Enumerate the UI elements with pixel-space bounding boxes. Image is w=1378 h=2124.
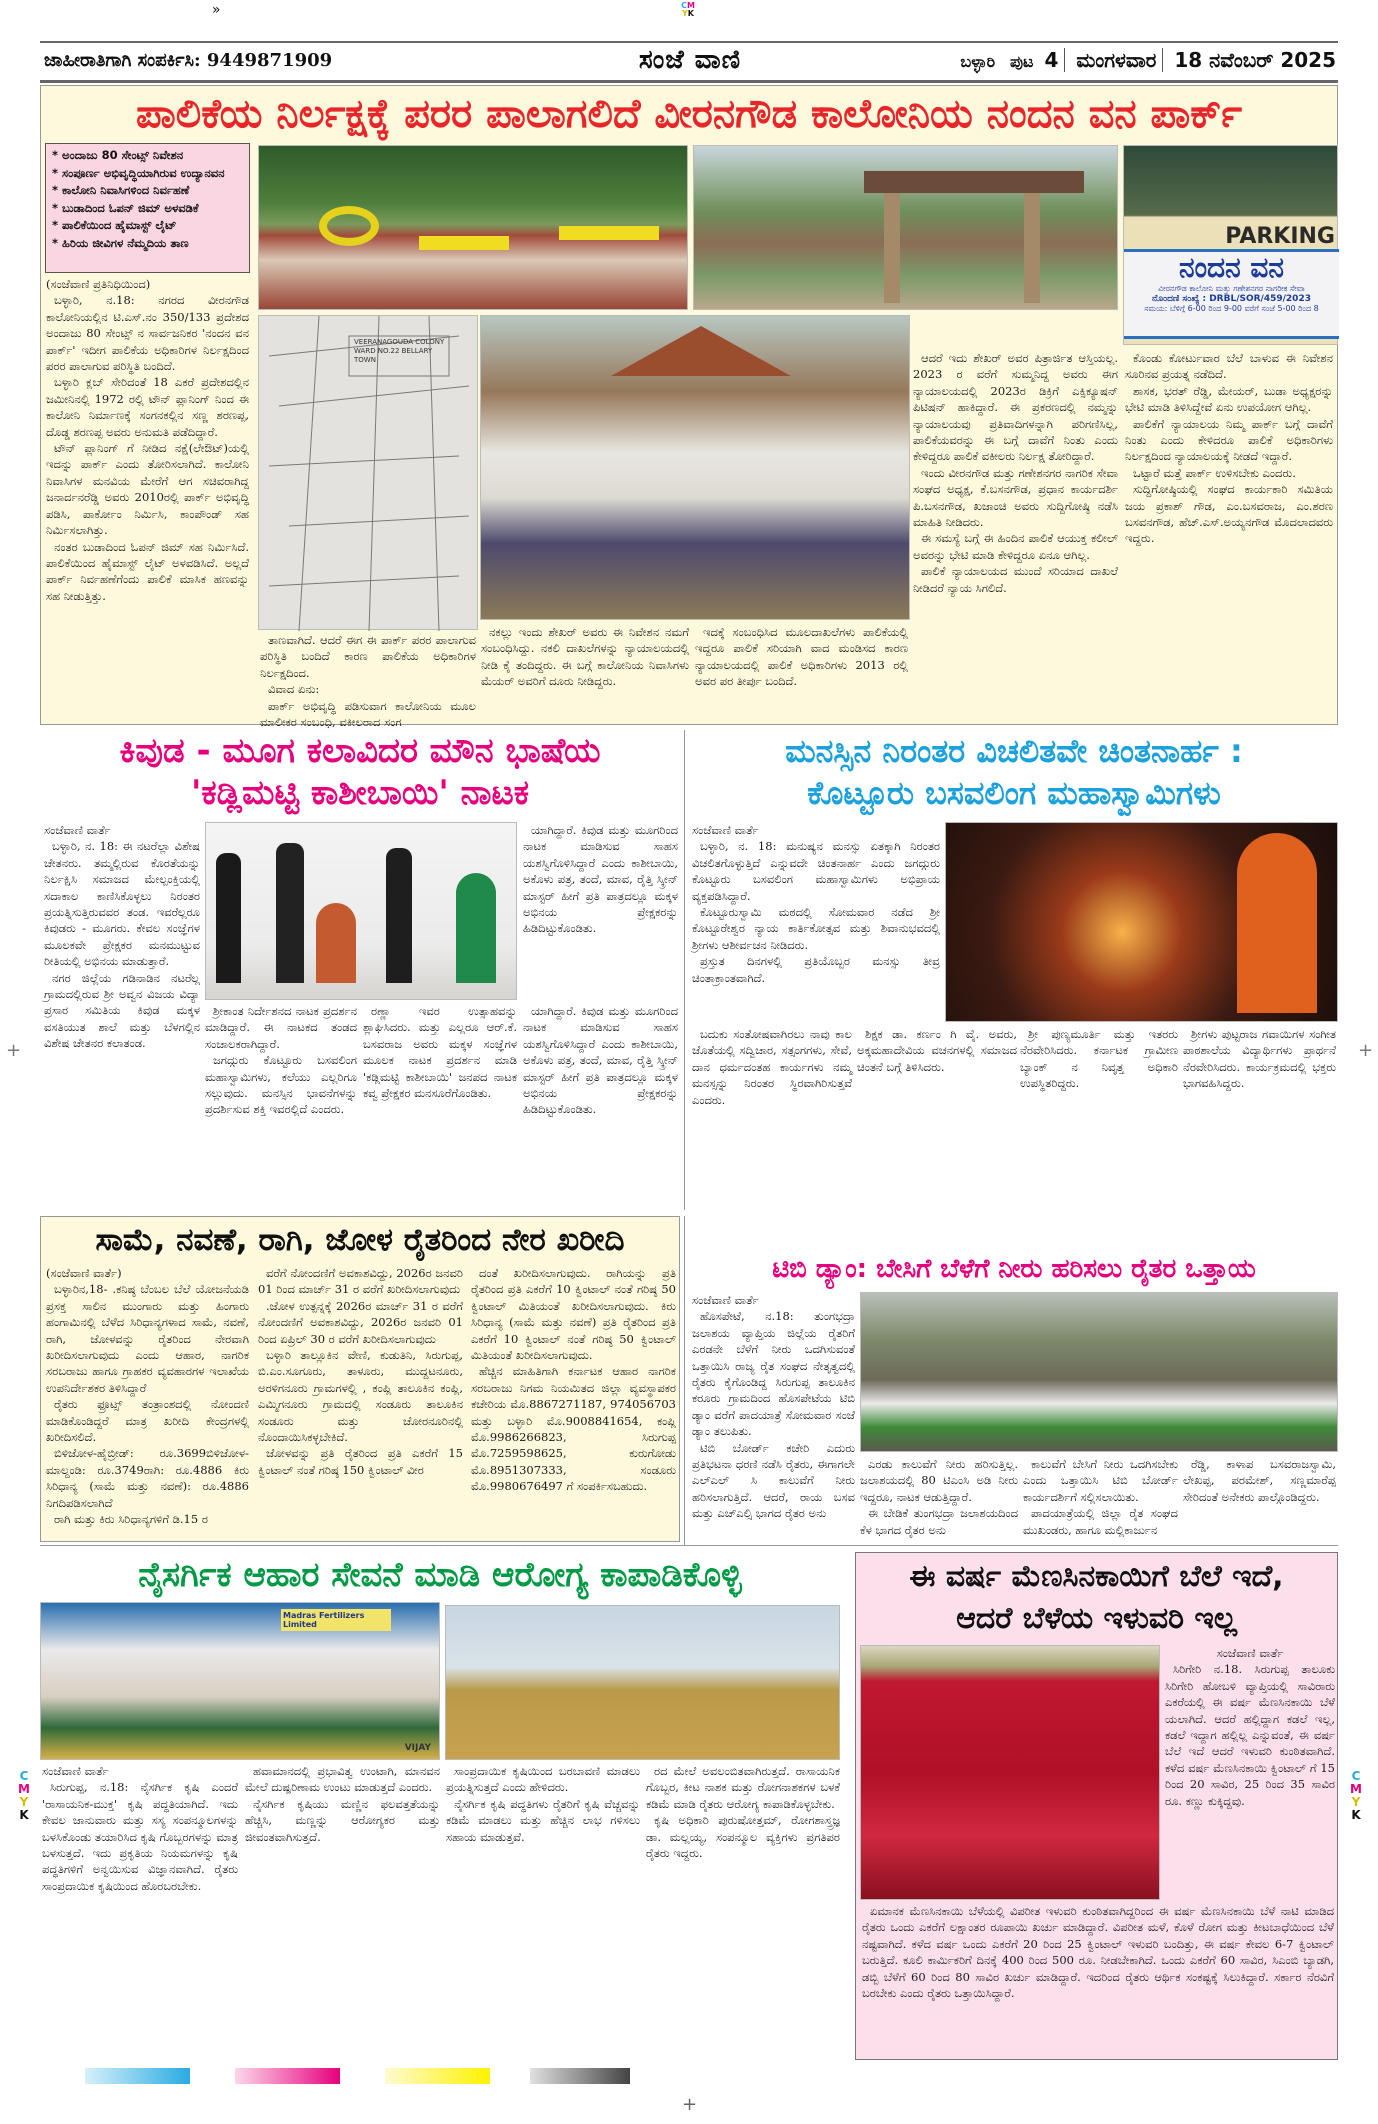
cmyk-m: M: [686, 1, 695, 10]
page-label: ಪುಟ: [1009, 52, 1034, 71]
swami-headline-1: ಮನಸ್ಸಿನ ನಿರಂತರ ವಿಚಲಿತವೇ ಚಿಂತನಾರ್ಹ :: [785, 732, 1243, 770]
cmyk-c: C: [681, 1, 687, 10]
park-col-6: ಕೊಂಡು ಕೋರ್ಟುವಾರ ಬೆಲೆ ಬಾಳುವ ಈ ನಿವೇಶನ ಸೂರಿನವ ಪ್ರಯತ್ನ ನಡೆದಿದೆ. ಶಾಸಕ, ಭರತ್ ರೆಡ್ಡಿ, ಮೇಯರ್, ಬುಡಾ ಅಧ್ಯಕ್ಷರನ್ನು ಭೇಟಿ ಮಾಡಿ ತಿಳಿಸಿದ್ದೇವೆ ಏನು ಉಪಯೋಗ ಆಗಿಲ್ಲ. ಪಾಲಿಕೆಗೆ ನ್ಯಾಯಾಲಯ ನಿಮ್ಮ ಪಾರ್ಕ್ ಬಗ್ಗೆ ದಾವೆಗೆ ನಿಂತು ಎಂದು ಕೇಳಿದರೂ ಪಾಲಿಕೆ ಅಧಿಕಾರಿಗಳು ನಿರ್ಲಕ್ಷದಿಂದ ನ್ಯಾಯಾಲಯಕ್ಕೆ ನೀಡದೆ ಇದ್ದಾರೆ. ಒಟ್ಟಾರೆ ಮತ್ತೆ ಪಾರ್ಕ್ ಉಳಿಸಬೇಕು ಎಂದರು. ಸುದ್ದಿಗೋಷ್ಠಿಯಲ್ಲಿ ಸಂಘದ ಕಾರ್ಯಕಾರಿ ಸಮಿತಿಯ ಜಯ ಪ್ರಕಾಶ್ ಗೌಡ, ಎಂ.ಬಸವರಾಜ, ಎಂ.ಶರಣ ಬಸವನಗೌಡ, ಹೆಚ್.ಎಸ್.ಅಯ್ಯನಗೌಡ ಮೊದಲಾದವರು ಇದ್ದರು.: [1125, 351, 1333, 546]
drama-headline-2: 'ಕಡ್ಲಿಮಟ್ಟಿ ಕಾಶೀಬಾಯಿ' ನಾಟಕ: [190, 773, 530, 813]
tbdam-col-3: ಕಾಲುವೆಗೆ ಬೇಸಿಗೆ ನೀರು ಒದಗಿಸಬೇಕು ಎಂದು ಒತ್ತಾಯಿಸಿ ಟಿಬಿ ಬೋರ್ಡ್ ಕಾರ್ಯದರ್ಶಿಗೆ ಸಲ್ಲಿಸಲಾಯಿತು. ಪಾದಯಾತ್ರೆಯಲ್ಲಿ ಜಿಲ್ಲಾ ರೈತ ಸಂಘದ ಮುಖಂಡರು, ಹಾಗೂ ಮಲ್ಲಿಕಾರ್ಜುನ: [1023, 1457, 1178, 1537]
cmyk-mark: [678, 2, 698, 18]
chilli-col-1: ಸಂಜೆವಾಣಿ ವಾರ್ತೆ ಸಿರಿಗೇರಿ ನ.18. ಸಿರುಗುಪ್ಪ ತಾಲೂಕು ಸಿರಿಗೇರಿ ಹೋಬಳಿ ವ್ಯಾಪ್ತಿಯಲ್ಲಿ ಸಾವಿರಾರು ಎಕರೆಯಲ್ಲಿ ಈ ವರ್ಷ ಮೆಣಸಿನಕಾಯಿ ಬೆಳೆ ಯಲಾಗಿದೆ. ಆದರೆ ಹಲ್ಲಿದ್ದಾಗ ಕಡಲೆ ಇಲ್ಲ, ಕಡಲೆ ಇದ್ದಾಗ ಹಲ್ಲಿಲ್ಲ ಎನ್ನುವಂತೆ, ಈ ವರ್ಷ ಬೆಲೆ ಇದೆ ಆದರೆ ಇಳುವರಿ ಕುಂಠಿತವಾಗಿದೆ. ಕಳೆದ ವರ್ಷ ಮೆಣಸಿನಕಾಯಿ ಕ್ವಿಂಟಾಲ್ ಗೆ 15 ರಿಂದ 20 ಸಾವಿರ, 25 ರಿಂದ 35 ಸಾವಿರ ರೂ. ಕಣ್ಣು ಕುಕ್ಕಿದ್ದವು.: [1165, 1646, 1335, 1808]
drama-headline-1: ಕಿವುಡ - ಮೂಗ ಕಲಾವಿದರ ಮೌನ ಭಾಷೆಯ: [119, 731, 601, 771]
actor-figure: [216, 853, 241, 983]
drama-col-1: ಸಂಜೆವಾಣಿ ವಾರ್ತೆ ಬಳ್ಳಾರಿ, ನ. 18: ಈ ನಟರೆಲ್ಲಾ ವಿಶೇಷ ಚೇತನರು. ತಮ್ಮಲ್ಲಿರುವ ಕೊರತೆಯನ್ನು ನಿರ್ಲಕ್ಷಿಸಿ ಸಮಾಜದ ಮೇಲ್ಪಂಕ್ತಿಯಲ್ಲಿ ಸದಾಕಾಲ ಕಾಣಿಸಿಕೊಳ್ಳಲು ನಿರಂತರ ಪ್ರಯತ್ನಿಸುತ್ತಿರುವವರ ತಂಡ. ಇವರೆಲ್ಲರೂ ಕಿವುಡರು - ಮೂಗರು. ಕೇವಲ ಸಂಜ್ಞೆಗಳ ಮೂಲಕವೇ ಪ್ರೇಕ್ಷಕರ ಮನಮುಟ್ಟುವ ರೀತಿಯಲ್ಲಿ ಅಭಿನಯ ಮಾಡುತ್ತಾರೆ. ನಗರ ಜಿಲ್ಲೆಯ ಗಡಿನಾಡಿನ ನಟರೆಲ್ಲ ಗ್ರಾಮದಲ್ಲಿರುವ ಶ್ರೀ ಅವ್ವನ ವಿಜಯ ವಿದ್ಯಾ ಪ್ರಸಾರ ಸಮಿತಿಯ ಕಿವುಡ ಮಕ್ಕಳ ವಸತಿಯುತ ಶಾಲೆ ಮತ್ತು ಬೆಳಗಲ್ಲಿನ ವಿಶೇಷ ಚೇತನರ ಕಲಾತಂಡ.: [44, 823, 200, 1051]
highlight: * ಹಿರಿಯ ಜೀವಿಗಳ ನೆಮ್ಮದಿಯ ತಾಣ: [52, 235, 189, 250]
cmyk-y: Y: [682, 9, 688, 18]
swami-col-5: ಶ್ರೀಗಳು ಪುಟ್ಟರಾಜ ಗವಾಯಿಗಳ ಸಂಗೀತ ಪಾಠಶಾಲೆಯ ವಿದ್ಯಾರ್ಥಿಗಳು ಪ್ರಾರ್ಥನೆ ನೆರವೇರಿಸಿದರು. ಕಾರ್ಯಕ್ರಮದಲ್ಲಿ ಭಕ್ತರು ಭಾಗವಹಿಸಿದ್ದರು.: [1183, 1027, 1336, 1091]
vijay-poster-text: VIJAY: [404, 1743, 431, 1753]
swami-figure: [1237, 833, 1317, 1013]
side-cmyk-right: C M Y K: [1350, 1769, 1362, 1822]
park-headline: ಪಾಲಿಕೆಯ ನಿರ್ಲಕ್ಷಕ್ಕೆ ಪರರ ಪಾಲಾಗಲಿದೆ ವೀರನಗೌಡ ಕಾಲೋನಿಯ ನಂದನ ವನ ಪಾರ್ಕ್: [136, 91, 1242, 137]
yellow-color-bar: [385, 2068, 490, 2084]
park-col-5: ಆದರೆ ಇದು ಶೇಖರ್ ಅವರ ಪಿತ್ರಾರ್ಜಿತ ಆಸ್ತಿಯಲ್ಲ. 2023 ರ ವರೆಗೆ ಸುಮ್ಮನಿದ್ದ ಅವರು ಈಗ ನ್ಯಾಯಾಲಯದಲ್ಲಿ 2023ರ ಡಿಕ್ರಿಗೆ ಎಕ್ಸಿಕ್ಯೂಷನ್ ಪಿಟಿಷನ್ ಹಾಕಿದ್ದಾರೆ. ಈ ಪ್ರಕರಣದಲ್ಲಿ ನಮ್ಮನ್ನು ನ್ಯಾಯಾಲಯವು ಪ್ರತಿವಾದಿಗಳನ್ನಾಗಿ ಪರಿಗಣಿಸಿಲ್ಲ, ಪಾಲಿಕೆಯವರನ್ನು ಈ ಬಗ್ಗೆ ದಾವೆಗೆ ನಿಂತು ಎಂದು ಕೇಳಿದ್ದರೂ ಪಾಲಿಕೆ ವಕೀಲರು ನಿರ್ಲಕ್ಷ ತೋರಿದ್ದಾರೆ. ಇಂದು ವೀರನಗೌಡ ಮತ್ತು ಗಣೇಶನಗರ ನಾಗರಿಕ ಸೇವಾ ಸಂಘದ ಅಧ್ಯಕ್ಷ, ಕೆ.ಬಸನಗೌಡ, ಪ್ರಧಾನ ಕಾರ್ಯದರ್ಶಿ ಪಿ.ಬಸನಗೌಡ, ಖಜಾಂಚಿ ಅವರು ಸುದ್ದಿಗೋಷ್ಠಿ ನಡೆಸಿ ಮಾಹಿತಿ ನೀಡಿದರು. ಈ ಸಮಸ್ಯೆ ಬಗ್ಗೆ ಈ ಹಿಂದಿನ ಪಾಲಿಕೆ ಆಯುಕ್ತ ಕಲೀಲ್ ಅವರನ್ನು ಭೇಟಿ ಮಾಡಿ ಕೇಳಿದ್ದರೂ ಏನೂ ಆಗಿಲ್ಲ. ಪಾಲಿಕೆ ನ್ಯಾಯಾಲಯದ ಮುಂದೆ ಸರಿಯಾದ ದಾಖಲೆ ನೀಡಿದರೆ ನ್ಯಾಯ ಸಿಗಲಿದೆ.: [913, 351, 1118, 595]
chilli-headline-1: ಈ ವರ್ಷ ಮೆಣಸಿನಕಾಯಿಗೆ ಬೆಲೆ ಇದೆ,: [909, 1559, 1284, 1594]
park-col-1: (ಸಂಜೆವಾಣಿ ಪ್ರತಿನಿಧಿಯಿಂದ) ಬಳ್ಳಾರಿ, ನ.18: ನಗರದ ವೀರನಗೌಡ ಕಾಲೋನಿಯಲ್ಲಿನ ಟಿ.ಎಸ್.ನಂ 350/133 ಪ್ರದೇಶದ ಅಂದಾಜು 80 ಸೇಂಟ್ಸ್ ನ ಸಾರ್ವಜನಿಕರ 'ನಂದನ ವನ ಪಾರ್ಕ್' ಇದೀಗ ಪಾಲಿಕೆಯ ಅಧಿಕಾರಿಗಳ ನಿರ್ಲಕ್ಷದಿಂದ ಪರರ ಪಾಲಾಗುವ ಪರಿಸ್ಥಿತಿ ಬಂದಿದೆ. ಬಳ್ಳಾರಿ ಕ್ಲಬ್ ಸೇರಿದಂತೆ 18 ಎಕರೆ ಪ್ರದೇಶದಲ್ಲಿನ ಜಮೀನಿನಲ್ಲಿ 1972 ರಲ್ಲಿ ಟೌನ್ ಪ್ಲಾನಿಂಗ್ ನಿಂದ ಈ ಕಾಲೋನಿ ನಿರ್ಮಾಣಕ್ಕೆ ಸಂಗನಕಲ್ಲಿನ ಸಣ್ಣ ಶರಣಪ್ಪ, ದೊಡ್ಡ ಶರಣಪ್ಪ ಅವರು ಅನುಮತಿ ಪಡೆದಿದ್ದಾರೆ. ಟೌನ್ ಪ್ಲಾನಿಂಗ್ ಗೆ ನೀಡಿದ ನಕ್ಷೆ(ಲೇಔಟ್)ಯಲ್ಲಿ ಇದನ್ನು ಪಾರ್ಕ್ ಎಂದು ತೋರಿಸಲಾಗಿದೆ. ಕಾಲೋನಿ ನಿವಾಸಿಗಳ ಮನವಿಯ ಮೇರೆಗೆ ಆಗ ಸಚಿವರಾಗಿದ್ದ ಜನಾರ್ದನರೆಡ್ಡಿ ಅವರು 2010ರಲ್ಲಿ ಪಾರ್ಕ್ ಅಭಿವೃದ್ಧಿ ಪಡಿಸಿ, ಪಾರ್ಕೋಂ ನಿರ್ಮಿಸಿ, ಕಾಂಪೌಂಡ್ ಸಹ ನಿರ್ಮಿಸಲಾಗಿತ್ತು. ನಂತರ ಬುಡಾದಿಂದ ಓಪನ್ ಜಿಮ್ ಸಹ ನಿರ್ಮಿಸಿದೆ. ಪಾಲಿಕೆಯಿಂದ ಹೈಮಾಸ್ಟ್ ಲೈಟ್ ಅಳವಡಿಸಿದೆ. ಅಲ್ಲದೆ ಪಾರ್ಕ್ ನಿರ್ವಹಣೆಗೆಂದು ಪಾಲಿಕೆ ಮಾಸಿಕ ಹಣವನ್ನು ಸಹ ನೀಡುತ್ತಿತ್ತು.: [46, 277, 249, 603]
press-meet-photo: [480, 315, 910, 620]
side-crosshair-left: +: [6, 1040, 22, 1061]
swami-col-3: ಶಿಕ್ಷಕ ಡಾ. ಕರ್ಣಂ ಗಿ ವೈ. ಅವರು, ಅಕ್ಕಮಹಾದೇವಿಯ ವಚನಗಳಲ್ಲಿ ಸಮಾಜದ ಚಿಂತನೆ ಬಗ್ಗೆ ತಿಳಿಸಿದರು.: [857, 1027, 1017, 1074]
paddy-field-photo: [445, 1605, 840, 1760]
masthead-rule: [40, 80, 1338, 83]
gym-equipment-shape: [559, 226, 659, 240]
page-arrow: »: [212, 2, 221, 18]
natural-col-1: ಸಂಜೆವಾಣಿ ವಾರ್ತೆ ಸಿರುಗುಪ್ಪ, ನ.18: ನೈಸರ್ಗಿಕ ಕೃಷಿ ಎಂದರೆ 'ರಾಸಾಯನಿಕ-ಮುಕ್ತ' ಕೃಷಿ ಪದ್ಧತಿಯಾಗಿದೆ. ಇದು ಕೇವಲ ಜಾನುವಾರು ಮತ್ತು ಸಸ್ಯ ಸಂಪನ್ಮೂಲಗಳನ್ನು ಬಳಸಿಕೊಂಡು ತಯಾರಿಸಿದ ಕೃಷಿ ಗೊಬ್ಬರಗಳನ್ನು ಮಾತ್ರ ಬಳಸುತ್ತದೆ. ಇದು ಪ್ರಕೃತಿಯ ನಿಯಮಗಳನ್ನು ಕೃಷಿ ಪದ್ಧತಿಗಳಿಗೆ ಅನ್ವಯಿಸುವ ವಿಜ್ಞಾನವಾಗಿದೆ. ರೈತರು ಸಾಂಪ್ರದಾಯಿಕ ಕೃಷಿಯಿಂದ ಹೊರಬರಬೇಕು.: [42, 1764, 238, 1893]
drama-col-2: ಯಾಗಿದ್ದಾರೆ. ಕಿವುಡ ಮತ್ತು ಮೂಗರಿಂದ ನಾಟಕ ಮಾಡಿಸುವ ಸಾಹಸ ಯಶಸ್ವಿಗೊಳಿಸಿದ್ದಾರೆ ಎಂದು ಕಾಶೀಬಾಯಿ, ಅಕೊಳು ಪತ್ರ, ತಂದೆ, ಮಾವ, ರೈತ್ತಿ ಸ್ಕ್ರೀನ್ ಮಾಸ್ಟರ್ ಹೀಗೆ ಪ್ರತಿ ಪಾತ್ರದಲ್ಲೂ ಮಕ್ಕಳ ಅಭಿನಯ ಪ್ರೇಕ್ಷಕರನ್ನು ಹಿಡಿದಿಟ್ಟುಕೊಂಡಿತು.: [523, 823, 678, 936]
drama-col-5: ಯಾಗಿದ್ದಾರೆ. ಕಿವುಡ ಮತ್ತು ಮೂಗರಿಂದ ನಾಟಕ ಮಾಡಿಸುವ ಸಾಹಸ ಯಶಸ್ವಿಗೊಳಿಸಿದ್ದಾರೆ ಎಂದು ಕಾಶೀಬಾಯಿ, ಅಕೊಳು ಪತ್ರ, ತಂದೆ, ಮಾವ, ರೈತ್ತಿ ಸ್ಕ್ರೀನ್ ಮಾಸ್ಟರ್ ಹೀಗೆ ಪ್ರತಿ ಪಾತ್ರದಲ್ಲೂ ಮಕ್ಕಳ ಅಭಿನಯ ಪ್ರೇಕ್ಷಕರನ್ನು ಹಿಡಿದಿಟ್ಟುಕೊಂಡಿತು.: [523, 1004, 678, 1117]
park-col-2: ತಾಣವಾಗಿದೆ. ಆದರೆ ಈಗ ಈ ಪಾರ್ಕ್ ಪರರ ಪಾಲಾಗುವ ಪರಿಸ್ಥಿತಿ ಬಂದಿದೆ ಕಾರಣ ಪಾಲಿಕೆಯ ಅಧಿಕಾರಿಗಳ ನಿರ್ಲಕ್ಷದಿಂದ. ವಿವಾದ ಏನು: ಪಾರ್ಕ್ ಅಭಿವೃದ್ಧಿ ಪಡಿಸುವಾಗ ಕಾಲೋನಿಯ ಮೂಲ ಮಾಲೀಕರ ಸಂಬಂಧಿ, ವಕೀಲರಾದ ಸಂಗ: [260, 633, 476, 730]
chilli-field-photo: [860, 1645, 1160, 1900]
park-highlights-box: [45, 143, 250, 273]
magenta-color-bar: [235, 2068, 340, 2084]
tbdam-col-2: ಎರಡು ಕಾಲುವೆಗೆ ನೀರು ಹರಿಸುತ್ತಿಲ್ಲ. ಜಲಾಶಯದಲ್ಲಿ 80 ಟಿಎಂಸಿ ಅಡಿ ನೀರು ಇದ್ದರೂ, ನಾಟಕ ಆಡುತ್ತಿದ್ದಾರೆ. ಈ ಬೇಡಿಕೆ ತುಂಗಭದ್ರಾ ಜಲಾಶಯದಿಂದ ಕೆಳ ಭಾಗದ ರೈತರ ಅನು: [860, 1457, 1018, 1537]
gym-equipment-shape: [319, 206, 379, 246]
millet-col-2: ವರೆಗೆ ನೋಂದಣಿಗೆ ಅವಕಾಶವಿದ್ದು, 2026ರ ಜನವರಿ 01 ರಿಂದ ಮಾರ್ಚ್ 31 ರ ವರೆಗೆ ಖರೀದಿಸಲಾಗುವುದು .ಜೋಳ ಉತ್ಪನ್ನಕ್ಕೆ 2026ರ ಮಾರ್ಚ್ 31 ರ ವರೆಗೆ ನೋಂದಣಿಗೆ ಅವಕಾಶವಿದ್ದು, 2026ರ ಜನವರಿ 01 ರಿಂದ ಏಪ್ರಿಲ್ 30 ರ ವರೆಗೆ ಖರೀದಿಸಲಾಗುವುದು ಬಳ್ಳಾರಿ ತಾಲ್ಲೂಕಿನ ವೇಣಿ, ಕುಡುತಿನಿ, ಸಿರುಗುಪ್ಪ, ಬಿ.ಎಂ.ಸೂಗೂರು, ತಾಳೂರು, ಮುದ್ದಟನೂರು, ಅರಳಿಗನೂರು ಗ್ರಾಮಗಳಲ್ಲಿ , ಕಂಪ್ಲಿ ತಾಲೂಕಿನ ಕಂಪ್ಲಿ, ಎಮ್ಮಿಗನೂರು ಗ್ರಾಮದಲ್ಲಿ ಸಂಡೂರು ತಾಲೂಕಿನ ಸಂಡೂರು ಮತ್ತು ಚೋರನೂರಿನಲ್ಲಿ ನೊಂದಾಯಿಸಿಕಳ್ಳಬೇಕಿದೆ. ಜೋಳವನ್ನು ಪ್ರತಿ ರೈತರಿಂದ ಪ್ರತಿ ಎಕರೆಗೆ 15 ಕ್ವಿಂಟಾಲ್ ನಂತೆ ಗರಿಷ್ಠ 150 ಕ್ವಿಂಟಾಲ್ ವೀರ: [258, 1266, 463, 1477]
pergola-pillar: [1024, 193, 1040, 303]
natural-col-4: ರದ ಮೇಲೆ ಅವಲಂಬಿತವಾಗಿರುತ್ತದೆ. ರಾಸಾಯನಿಕ ಗೊಬ್ಬರ, ಕೀಟ ನಾಶಕ ಮತ್ತು ರೋಗನಾಶಕಗಳ ಬಳಕೆ ಕಡಿಮೆ ಮಾಡಿ ರೈತರು ಆರೋಗ್ಯ ಕಾಪಾಡಿಕೊಳ್ಳಬೇಕು. ಕೃಷಿ ಅಧಿಕಾರಿ ಪುರುಷೋತ್ತಮ್, ರೋಗಶಾಸ್ತ್ರಜ್ಞ ಡಾ. ಮಲ್ಲಯ್ಯ, ಸಂಪನ್ಮೂಲ ವ್ಯಕ್ತಿಗಳು ಪ್ರಗತಿಪರ ರೈತರು ಇದ್ದರು.: [646, 1764, 840, 1861]
farmers-protest-photo: [860, 1292, 1338, 1452]
park-col-3: ನಕಲ್ಲು ಇಂದು ಶೇಖರ್ ಅವರು ಈ ನಿವೇಶನ ನಮಗೆ ಸಂಬಂಧಿಸಿದ್ದು. ನಕಲಿ ದಾಖಲೆಗಳನ್ನು ನ್ಯಾಯಾಲಯದಲ್ಲಿ ನೀಡಿ ಕೈ ತಂದಿದ್ದರು. ಈ ಬಗ್ಗೆ ಕಾಲೋನಿಯ ನಿವಾಸಿಗಳು ಮೆಯರ್ ಅವರಿಗೆ ದೂರು ನೀಡಿದ್ದರು.: [481, 625, 689, 689]
open-gym-photo: [258, 145, 688, 310]
actor-figure: [386, 848, 412, 983]
gym-equipment-shape: [419, 236, 509, 250]
natural-col-2: ಹವಾಮಾನದಲ್ಲಿ ಪ್ರಭಾವಿತ್ವ ಉಂಟಾಗಿ, ಮಾನವನ ಮೇಲೆ ದುಷ್ಪರಿಣಾಮ ಉಂಟು ಮಾಡುತ್ತದೆ ಎಂದರು. ನೈಸರ್ಗಿಕ ಕೃಷಿಯು ಮಣ್ಣಿನ ಫಲವತ್ತತೆಯನ್ನು ಹೆಚ್ಚಿಸಿ, ಮಣ್ಣನ್ನು ಆರೋಗ್ಯಕರ ಮತ್ತು ಜೀವಂತವಾಗಿಸುತ್ತದೆ.: [245, 1764, 440, 1844]
actor-figure: [456, 873, 496, 983]
logo-text: ಸಂಜೆ ವಾಣಿ: [638, 45, 742, 75]
highlight: * ಕಾಲೋನಿ ನಿವಾಸಿಗಳಿಂದ ನಿರ್ವಹಣೆ: [52, 183, 190, 197]
pavilion-roof: [611, 326, 791, 376]
column-divider: [684, 1216, 685, 1546]
page-meta: [960, 48, 1336, 72]
event-banner-text: Madras Fertilizers Limited: [281, 1609, 391, 1631]
side-crosshair-right: +: [1358, 1040, 1374, 1061]
newspaper-logo: [600, 45, 780, 76]
byline: (ಸಂಜೆವಾಣಿ ಪ್ರತಿನಿಧಿಯಿಂದ): [46, 277, 151, 291]
side-cmyk-left: C M Y K: [18, 1769, 30, 1822]
chilli-headline-2: ಆದರೆ ಬೆಳೆಯ ಇಳುವರಿ ಇಲ್ಲ: [956, 1601, 1237, 1636]
chilli-col-2: ಏಮಾನಕ ಮೆಣಸಿನಕಾಯಿ ಬೆಳೆಯಲ್ಲಿ ವಿಪರೀತ ಇಳುವರಿ ಕುಂಠಿತವಾಗಿದ್ದರಿಂದ ಈ ವರ್ಷ ಮೆಣಸಿನಕಾಯಿ ಬೆಳೆ ನಾಟಿ ಮಾಡಿದ ರೈತರು ಒಂದು ಎಕರೆಗೆ ಲಕ್ಷಾಂತರ ರೂಪಾಯಿ ಖರ್ಚು ಮಾಡಿದ್ದಾರೆ. ವಿಪರೀತ ಮಳೆ, ಕೊಳೆ ರೋಗ ಮತ್ತು ಕೀಟಬಾಧೆಯಿಂದ ಬೆಳೆ ನಷ್ಟವಾಗಿದೆ. ಕಳೆದ ವರ್ಷ ಒಂದು ಎಕರೆಗೆ 20 ರಿಂದ 25 ಕ್ವಿಂಟಾಲ್ ಇಳುವರಿ ಬಂದಿತ್ತು, ಈ ವರ್ಷ ಕೇವಲ 6-7 ಕ್ವಿಂಟಾಲ್ ಬರುತ್ತಿದೆ. ಕೂಲಿ ಕಾರ್ಮಿಕರಿಗೆ ದಿನಕ್ಕೆ 400 ರಿಂದ 500 ರೂ. ನೀಡಬೇಕಾಗಿದೆ. ಒಂದು ಎಕರೆಗೆ 60 ಸಾವಿರ, ಸಿಎಂಬಿ ಬ್ಯಾಡಗಿ, ಡಬ್ಬಿ ಬೆಳೆಗೆ 60 ರಿಂದ 80 ಸಾವಿರ ಖರ್ಚು ಮಾಡಿದ್ದಾರೆ. ಇದರಿಂದ ರೈತರು ಆರ್ಥಿಕ ಸಂಕಷ್ಟಕ್ಕೆ ಸಿಲುಕಿದ್ದಾರೆ. ಸರ್ಕಾರ ನೆರವಿಗೆ ಬರಬೇಕು ಎಂದು ರೈತರು ಒತ್ತಾಯಿಸಿದ್ದಾರೆ.: [862, 1904, 1334, 2001]
page-number: 4: [1044, 48, 1065, 72]
map-label: VEERANAGOUDA COLONY WARD NO.22 BELLARY TOWN: [354, 338, 445, 364]
city: ಬಳ್ಳಾರಿ: [960, 52, 996, 71]
natural-col-3: ಸಾಂಪ್ರದಾಯಿಕ ಕೃಷಿಯಿಂದ ಬರಬಾವಣಿ ಮಾಡಲು ಪ್ರಯತ್ನಿಸುತ್ತದೆ ಎಂದು ಹೇಳಿದರು. ನೈಸರ್ಗಿಕ ಕೃಷಿ ಪದ್ಧತಿಗಳು ರೈತರಿಗೆ ಕೃಷಿ ವೆಚ್ಚವನ್ನು ಕಡಿಮೆ ಮಾಡಲು ಮತ್ತು ಹೆಚ್ಚಿನ ಲಾಭ ಗಳಿಸಲು ಸಹಾಯ ಮಾಡುತ್ತವೆ.: [446, 1764, 640, 1844]
tbdam-col-1: ಸಂಜೆವಾಣಿ ವಾರ್ತೆ ಹೊಸಪೇಟೆ, ನ.18: ತುಂಗಭದ್ರಾ ಜಲಾಶಯ ವ್ಯಾಪ್ತಿಯ ಜಿಲ್ಲೆಯ ರೈತರಿಗೆ ಎರಡನೇ ಬೆಳೆಗೆ ನೀರು ಒದಗಿಸುವಂತೆ ಒತ್ತಾಯಿಸಿ ರಾಜ್ಯ ರೈತ ಸಂಘದ ನೇತೃತ್ವದಲ್ಲಿ ರೈತರು ಕೈಗೊಂಡಿದ್ದ ಸಿರುಗುಪ್ಪ ತಾಲೂಕಿನ ಕರೂರು ಗ್ರಾಮದಿಂದ ಹೊಸಪೇಟೆಯ ಟಿಬಿ ಡ್ಯಾಂ ವರೆಗೆ ಪಾದಯಾತ್ರೆ ಸೋಮವಾರ ಸಂಜೆ ಡ್ಯಾಂ ತಲುಪಿತು. ಟಿಬಿ ಬೋರ್ಡ್ ಕಚೇರಿ ಎದುರು ಪ್ರತಿಭಟನಾ ಧರಣಿ ನಡೆಸಿ ರೈತರು, ಈಗಾಗಲೇ ಎಲ್ಎಲ್ ಸಿ ಕಾಲುವೆಗೆ ನೀರು ಹರಿಸಲಾಗುತ್ತಿದೆ. ಆದರೆ, ರಾಯ ಬಸವ ಮತ್ತು ಎಚ್ಎಲ್ಸಿ ಭಾಗದ ರೈತರ ಅನು: [692, 1293, 855, 1521]
millet-col-1: (ಸಂಜೆವಾಣಿ ವಾರ್ತೆ) ಬಳ್ಳಾರಿನ,18- .ಕನಿಷ್ಠ ಬೆಂಬಲ ಬೆಲೆ ಯೋಜನೆಯಡಿ ಪ್ರಸಕ್ತ ಸಾಲಿನ ಮುಂಗಾರು ಮತ್ತು ಹಿಂಗಾರು ಹಂಗಾಮಿನಲ್ಲಿ ಬೆಳೆದ ಸಿರಿಧಾನ್ಯಗಳಾದ ಸಾಮೆ, ನವಣೆ, ರಾಗಿ, ಜೋಳವನ್ನು ರೈತರಿಂದ ನೇರವಾಗಿ ಖರೀದಿಸಲಾಗುವುದು ಎಂದು ಆಹಾರ, ನಾಗರಿಕ ಸರಬರಾಜು ಹಾಗೂ ಗ್ರಾಹಕರ ವ್ಯವಹಾರಗಳ ಇಲಾಖೆಯ ಉಪನಿರ್ದೇಶಕರ ತಿಳಿಸಿದ್ದಾರೆ ರೈತರು ಫ್ರೂಟ್ಸ್ ತಂತ್ರಾಂಶದಲ್ಲಿ ನೋಂದಣಿ ಮಾಡಿಕೊಂಡಿದ್ದರೆ ಮಾತ್ರ ಖರೀದಿ ಕೇಂದ್ರಗಳಲ್ಲಿ ಖರೀದಿಸಲಿದೆ. ಬಿಳಿಜೋಳ-ಹೈಬ್ರೀಡ್: ರೂ.3699ಬಿಳಿಜೋಳ- ಮಾಲ್ದಂಡಿ: ರೂ.3749ರಾಗಿ: ರೂ.4886 ಕಿರು ಸಿರಿಧಾನ್ಯ (ಸಾಮೆ ಮತ್ತು ನವಣೆ): ರೂ.4886 ನಿಗದಿಪಡಿಸಲಾಗಿದೆ ರಾಗಿ ಮತ್ತು ಕಿರು ಸಿರಿಧಾನ್ಯಗಳಿಗೆ ಡಿ.15 ರ: [46, 1266, 249, 1527]
cmyk-k: K: [687, 9, 694, 18]
issue-date: 18 ನವೆಂಬರ್ 2025: [1174, 48, 1336, 72]
sign-parking: PARKING: [1225, 224, 1335, 249]
black-color-bar: [530, 2068, 630, 2084]
highlight: * ಬುಡಾದಿಂದ ಓಪನ್ ಜಿಮ್ ಅಳವಡಿಕೆ: [52, 200, 199, 215]
mime-actors-photo: [205, 822, 517, 1000]
swami-headline-2: ಕೊಟ್ಟೂರು ಬಸವಲಿಂಗ ಮಹಾಸ್ವಾಮಿಗಳು: [807, 774, 1221, 812]
pergola-pillar: [884, 193, 900, 303]
highlight: * ಅಂದಾಜು 80 ಸೇಂಟ್ಸ್ ನಿವೇಶನ: [52, 148, 184, 162]
ad-contact: ಜಾಹೀರಾತಿಗಾಗಿ ಸಂಪರ್ಕಿಸಿ: 9449871909: [44, 50, 333, 71]
pergola-roof: [864, 171, 1084, 193]
top-rule: [40, 41, 1338, 43]
cyan-color-bar: [85, 2068, 190, 2084]
swami-col-2: ಬದುಕು ಸಂತೋಷವಾಗಿರಲು ನಾವು ಕಾಲ ಜೊತೆಯಲ್ಲಿ ಸದ್ವಿಚಾರ, ಸತ್ಸಂಗಗಳು, ಸೇವೆ, ದಾನ ಧರ್ಮದಂತಹ ಕಾರ್ಯಗಳು ನಮ್ಮ ಮನಸ್ಸನ್ನು ನಿರಂತರ ಸ್ಥಿರವಾಗಿರಿಸುತ್ತವೆ ಎಂದರು.: [692, 1027, 852, 1107]
section-rule: [40, 1545, 1338, 1546]
sign-line: ನೊಂದಣಿ ಸಂಖ್ಯೆ : DRBL/SOR/459/2023: [1152, 294, 1311, 304]
sign-board: [1124, 249, 1339, 339]
pergola-photo: [693, 145, 1118, 310]
weekday: ಮಂಗಳವಾರ: [1076, 48, 1163, 72]
actor-figure: [276, 843, 304, 983]
nandana-vana-sign-photo: [1123, 145, 1338, 345]
sign-line: ವೀರನಗೌಡ ಕಾಲೋನಿ ಮತ್ತು ಗಣೇಶನಗರ ನಾಗರೀಕ ಸೇವಾ: [1158, 284, 1305, 293]
drama-col-3: ಶ್ರೀಕಾಂತ ನಿರ್ದೇಶನದ ನಾಟಕ ಪ್ರದರ್ಶನ ಮಾಡಿದ್ದಾರೆ. ಈ ನಾಟಕದ ತಂಡದ ಸಂಚಾಲಕರಾಗಿದ್ದಾರೆ. ಜಗದ್ಗುರು ಕೊಟ್ಟೂರು ಬಸವಲಿಂಗ ಮಹಾಸ್ವಾಮಿಗಳು, ಕಲೆಯು ಎಲ್ಲರಿಗೂ ಸಲ್ಲುವುದು. ಮನಸ್ಸಿನ ಭಾವನೆಗಳನ್ನು ಪ್ರದರ್ಶಿಸುವ ಶಕ್ತಿ ಇವರಲ್ಲಿದೆ ಎಂದರು.: [205, 1004, 357, 1117]
lamp-lighting-photo: [945, 822, 1338, 1022]
crosshair-mark: +: [682, 2094, 698, 2115]
highlight: * ಸಂಪೂರ್ಣ ಅಭಿವೃದ್ಧಿಯಾಗಿರುವ ಉದ್ಯಾನವನ: [52, 165, 225, 180]
swami-col-1: ಸಂಜೆವಾಣಿ ವಾರ್ತೆ ಬಳ್ಳಾರಿ, ನ. 18: ಮನುಷ್ಯನ ಮನಸ್ಸು ಏತಕ್ಕಾಗಿ ನಿರಂತರ ವಿಚಲಿತಗೊಳ್ಳುತ್ತಿದೆ ಎನ್ನುವದೇ ಚಿಂತನಾರ್ಹ ಎಂದು ಜಗದ್ಗುರು ಕೊಟ್ಟೂರು ಬಸವಲಿಂಗ ಮಹಾಸ್ವಾಮಿಗಳು ಅಭಿಪ್ರಾಯ ವ್ಯಕ್ತಪಡಿಸಿದ್ದಾರೆ. ಕೊಟ್ಟೂರುಸ್ವಾಮಿ ಮಠದಲ್ಲಿ ಸೋಮವಾರ ನಡೆದ ಶ್ರೀ ಕೊಟ್ಟೂರೇಶ್ವರ ನ್ಯಾಯ ಕಾರ್ತಿಕೋತ್ಸವ ಮತ್ತು ಶಿವಾನುಭವದಲ್ಲಿ ಶ್ರೀಗಳು ಆಶೀರ್ವಚನ ನೀಡಿದರು. ಪ್ರಸ್ತುತ ದಿನಗಳಲ್ಲಿ ಪ್ರತಿಯೊಬ್ಬರ ಮನಸ್ಸು ತೀವ್ರ ಚಿಂತಾಕ್ರಾಂತವಾಗಿದೆ.: [692, 823, 940, 985]
column-divider: [684, 730, 685, 1210]
millet-col-3: ದಂತೆ ಖರೀದಿಸಲಾಗುವುದು. ರಾಗಿಯನ್ನು ಪ್ರತಿ ರೈತರಿಂದ ಪ್ರತಿ ಎಕರೆಗೆ 10 ಕ್ವಿಂಟಾಲ್ ನಂತೆ ಗರಿಷ್ಠ 50 ಕ್ವಿಂಟಾಲ್ ಮಿತಿಯಂತೆ ಖರೀದಿಸಲಾಗುವುದು. ಕಿರು ಸಿರಿಧಾನ್ಯ (ಸಾಮೆ ಮತ್ತು ನವಣೆ) ಪ್ರತಿ ರೈತರಿಂದ ಪ್ರತಿ ಎಕರೆಗೆ 10 ಕ್ವಿಂಟಾಲ್ ನಂತೆ ಗರಿಷ್ಠ 50 ಕ್ವಿಂಟಾಲ್ ಮಿತಿಯಂತೆ ಖರೀದಿಸಲಾಗುವುದು. ಹೆಚ್ಚಿನ ಮಾಹಿತಿಗಾಗಿ ಕರ್ನಾಟಕ ಆಹಾರ ನಾಗರಿಕ ಸರಬರಾಜು ನಿಗಮ ನಿಯಮಿತದ ಜಿಲ್ಲಾ ವ್ಯವಸ್ಥಾಪಕರ ಕಚೇರಿಯ ಮೊ.8867271187, 974056703 ಮತ್ತು ಬಳ್ಳಾರಿ ಮೊ.9008841654, ಕಂಪ್ಲಿ ಮೊ.9986266823, ಸಿರುಗುಪ್ಪ ಮೊ.7259598625, ಕುರುಗೋಡು ಮೊ.8951307333, ಸಂಡೂರು ಮೊ.9980676497 ಗೆ ಸಂಪರ್ಕಿಸಬಹುದು.: [471, 1266, 676, 1494]
tbdam-headline: ಟಿಬಿ ಡ್ಯಾಂ: ಬೇಸಿಗೆ ಬೆಳೆಗೆ ನೀರು ಹರಿಸಲು ರೈತರ ಒತ್ತಾಯ: [772, 1254, 1256, 1284]
drama-col-4: ರಣ್ಣಾ ಇವರ ಉತ್ಸಾಹವನ್ನು ಶ್ಲಾಘಿಸಿದರು. ಮತ್ತು ಎಲ್ಲರೂ ಆರ್.ಕೆ. ಬಸವರಾಜ ಅವರು ಮಕ್ಕಳ ಸಂಜ್ಞೆಗಳ ಮೂಲಕ ನಾಟಕ ಪ್ರದರ್ಶನ ಮಾಡಿ 'ಕಡ್ಲಿಮಟ್ಟಿ ಕಾಶೀಬಾಯಿ' ಜನಪದ ನಾಟಕ ಕವ್ವ ಪ್ರೇಕ್ಷಕರ ಮನಸೂರೆಗೊಂಡಿತು.: [363, 1004, 517, 1101]
park-col-4: ಇದಕ್ಕೆ ಸಂಬಂಧಿಸಿದ ಮೂಲದಾಖಲೆಗಳು ಪಾಲಿಕೆಯಲ್ಲಿ ಇದ್ದರೂ ಪಾಲಿಕೆ ಸರಿಯಾಗಿ ವಾದ ಮಂಡಿಸದ ಕಾರಣ ನ್ಯಾಯಾಲಯದಲ್ಲಿ ಪಾಲಿಕೆ ಅಧಿಕಾರಿಗಳು 2013 ರಲ್ಲಿ ಅವರ ಪರ ತೀರ್ಪು ಬಂದಿದೆ.: [695, 625, 908, 689]
layout-map-photo: [258, 315, 478, 630]
swami-col-4: ಶ್ರೀ ಪುಣ್ಯಮೂರ್ತಿ ಮತ್ತು ಇತರರು ನೆರವೇರಿಸಿದರು. ಕರ್ನಾಟಕ ಗ್ರಾಮೀಣ ಬ್ಯಾಂಕ್ ನ ನಿವೃತ್ತ ಅಧಿಕಾರಿ ಉಪಸ್ಥಿತರಿದ್ದರು.: [1020, 1027, 1178, 1091]
tbdam-col-4: ರೆಡ್ಡಿ, ಕಾಳಾಪ ಬಸವರಾಜಸ್ವಾಮಿ, ಲೇಖಪ್ಪ, ಪರಮೇಶ್, ಸಣ್ಣಮಾರೆಪ್ಪ ಸೇರಿದಂತೆ ಅನೇಕರು ಪಾಲ್ಗೊಂಡಿದ್ದರು.: [1183, 1457, 1336, 1504]
natural-headline: ನೈಸರ್ಗಿಕ ಆಹಾರ ಸೇವನೆ ಮಾಡಿ ಆರೋಗ್ಯ ಕಾಪಾಡಿಕೊಳ್ಳಿ: [138, 1555, 742, 1595]
sign-name: ನಂದನ ವನ: [1179, 251, 1284, 284]
natural-event-photo: [40, 1602, 440, 1760]
sign-line: ಸಮಯ: ಬೆಳಿಗ್ಗೆ 6-00 ರಿಂದ 9-00 ವರೆಗೆ ಸಂಜೆ 5-00 ರಿಂದ 8: [1144, 304, 1319, 313]
highlight: * ಪಾಲಿಕೆಯಿಂದ ಹೈಮಾಸ್ಟ್ ಲೈಟ್: [52, 218, 177, 232]
actor-figure: [316, 903, 356, 983]
millet-headline: ಸಾಮೆ, ನವಣೆ, ರಾಗಿ, ಜೋಳ ರೈತರಿಂದ ನೇರ ಖರೀದಿ: [95, 1222, 625, 1258]
